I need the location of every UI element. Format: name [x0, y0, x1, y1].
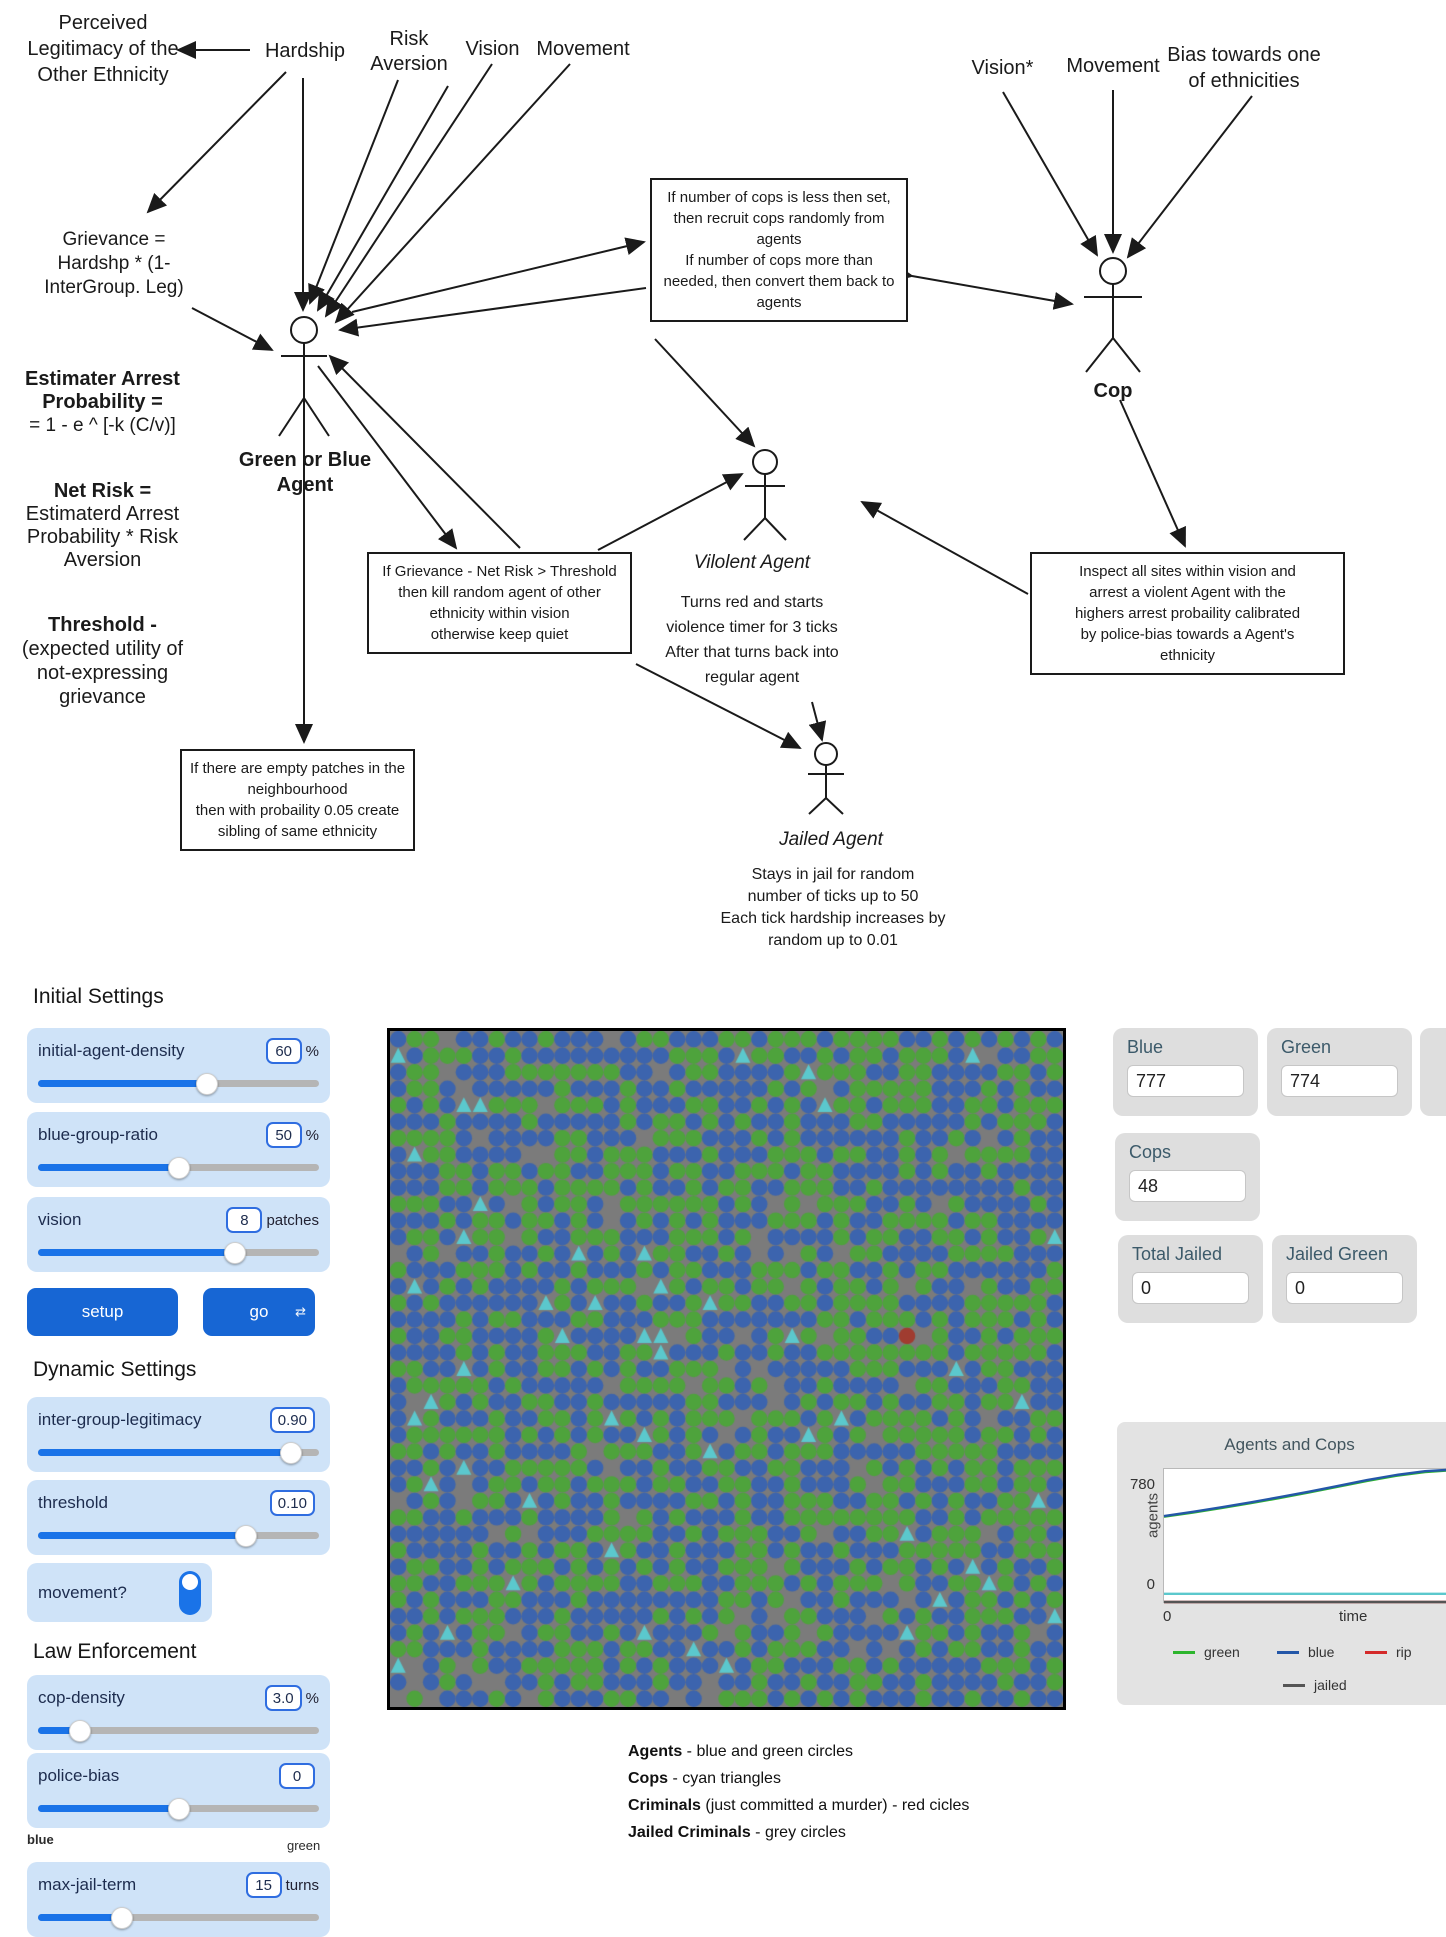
label-perceived-legitimacy — [8, 10, 198, 88]
text-line: agents — [756, 294, 802, 311]
slider-unit: % — [305, 1126, 319, 1144]
monitor-cops — [1115, 1133, 1260, 1221]
key-line-criminals — [628, 1792, 969, 1819]
legend-label: green — [1204, 1644, 1240, 1660]
police-bias-max-label: green — [287, 1838, 321, 1853]
text-line: needed, then convert them back to — [663, 273, 895, 290]
plot-lines — [1164, 1469, 1446, 1602]
text-line: then with probaility 0.05 create — [195, 802, 400, 819]
text-line: If number of cops more than — [685, 252, 873, 269]
slider-police-bias — [27, 1753, 330, 1828]
legend-item-jailed — [1283, 1677, 1347, 1693]
text-line: Aversion — [63, 549, 142, 571]
toggle-knob-icon — [182, 1574, 198, 1590]
slider-unit: % — [305, 1689, 319, 1707]
slider-fill — [38, 1080, 207, 1087]
jailed-agent-stick-figure — [808, 743, 844, 814]
slider-value-box[interactable]: 8 — [226, 1207, 262, 1233]
legend-label: blue — [1308, 1644, 1335, 1660]
note-arrest-probability — [10, 368, 195, 437]
slider-label: max-jail-term — [38, 1875, 137, 1894]
monitor-value: 48 — [1129, 1170, 1246, 1202]
key-desc: (just committed a murder) - red cicles — [700, 1797, 970, 1814]
slider-label: blue-group-ratio — [38, 1125, 159, 1144]
text-line: of ethnicities — [1188, 70, 1300, 92]
slider-track[interactable] — [38, 1727, 319, 1734]
text-line: by police-bias towards a Agent's — [1080, 626, 1295, 643]
plot-series-blue — [1164, 1470, 1446, 1517]
plot-title: Agents and Cops — [1224, 1435, 1355, 1454]
text-line: Legitimacy of the — [27, 38, 179, 60]
cop-stick-figure — [1084, 258, 1142, 372]
key-line-jailed — [628, 1819, 969, 1846]
y-axis-tick-max: 780 — [1129, 1476, 1155, 1493]
monitor-green — [1267, 1028, 1412, 1116]
legend-label: jailed — [1314, 1677, 1347, 1693]
slider-initial-agent-density — [27, 1028, 330, 1103]
text-line: arrest a violent Agent with the — [1089, 584, 1286, 601]
slider-track[interactable] — [38, 1449, 319, 1456]
text-line: sibling of same ethnicity — [217, 823, 378, 840]
x-axis-tick-zero: 0 — [1163, 1608, 1172, 1625]
heading-dynamic-settings: Dynamic Settings — [33, 1358, 197, 1381]
movement-toggle[interactable] — [179, 1571, 201, 1615]
legend-item-rip — [1365, 1644, 1412, 1660]
slider-value-box[interactable]: 60 — [266, 1038, 302, 1064]
note-threshold — [10, 613, 195, 709]
text-line: (expected utility of — [21, 638, 184, 660]
label-violent-agent: Vilolent Agent — [693, 552, 811, 573]
slider-fill — [38, 1164, 179, 1171]
note-violent-agent — [632, 590, 872, 690]
slider-unit: patches — [266, 1211, 319, 1229]
monitor-blue — [1113, 1028, 1258, 1116]
key-desc: - cyan triangles — [668, 1770, 781, 1787]
key-term: Cops — [628, 1770, 668, 1787]
text-line: highers arrest probaility calibrated — [1074, 605, 1301, 622]
text-line: Estimater Arrest — [25, 368, 180, 390]
key-line-agents — [628, 1738, 969, 1765]
label-vision-star: Vision* — [971, 57, 1034, 79]
y-axis-tick-min: 0 — [1146, 1576, 1155, 1593]
text-line: ethnicity within vision — [429, 605, 570, 622]
police-bias-min-label: blue — [27, 1832, 54, 1847]
text-line: not-expressing — [36, 662, 169, 684]
forever-icon: ⇄ — [295, 1304, 306, 1319]
text-line: ethnicity — [1159, 647, 1216, 664]
slider-unit: % — [305, 1042, 319, 1060]
key-desc: - grey circles — [750, 1824, 846, 1841]
green-line-swatch-icon — [1173, 1651, 1195, 1654]
text-line: Probability = — [42, 391, 163, 413]
label-bias — [1155, 42, 1333, 94]
text-line: Stays in jail for random — [751, 866, 915, 883]
slider-thumb[interactable] — [196, 1073, 218, 1095]
slider-inter-group-legitimacy — [27, 1397, 330, 1472]
label-movement-cop: Movement — [1066, 55, 1160, 77]
text-line: Probability * Risk — [26, 526, 179, 548]
monitor-total-jailed — [1118, 1235, 1263, 1323]
box-cop-recruitment-rule — [650, 178, 908, 322]
plot-agents-and-cops — [1117, 1422, 1446, 1705]
monitor-value: 0 — [1132, 1272, 1249, 1304]
label-vision: Vision — [465, 38, 520, 60]
box-grievance-rule — [367, 552, 632, 654]
label-jailed-agent: Jailed Agent — [779, 829, 883, 850]
text-line: neighbourhood — [247, 781, 348, 798]
slider-threshold — [27, 1480, 330, 1555]
text-line: Each tick hardship increases by — [720, 910, 946, 927]
text-line: agents — [756, 231, 802, 248]
movement-toggle-widget — [27, 1563, 212, 1622]
text-line: then kill random agent of other — [398, 584, 601, 601]
slider-label: initial-agent-density — [38, 1041, 185, 1060]
label-cop: Cop — [1093, 380, 1133, 402]
text-line: Risk — [389, 28, 429, 50]
label-green-blue-agent — [215, 448, 395, 498]
slider-cop-density — [27, 1675, 330, 1750]
go-button[interactable] — [203, 1288, 315, 1336]
monitor-clipped — [1420, 1028, 1446, 1116]
slider-track[interactable] — [38, 1164, 319, 1171]
monitor-value: 0 — [1286, 1272, 1403, 1304]
text-line: Net Risk = — [53, 480, 152, 502]
go-button-label: go — [249, 1302, 269, 1321]
slider-vision — [27, 1197, 330, 1272]
plot-area — [1163, 1468, 1446, 1603]
slider-thumb[interactable] — [168, 1798, 190, 1820]
text-line: Threshold - — [48, 614, 157, 636]
monitor-value: 774 — [1281, 1065, 1398, 1097]
key-line-cops — [628, 1765, 969, 1792]
slider-label: cop-density — [38, 1688, 125, 1707]
legend-label: rip — [1396, 1644, 1412, 1660]
text-line: Agent — [276, 474, 334, 496]
setup-button[interactable]: setup — [27, 1288, 178, 1336]
slider-thumb[interactable] — [235, 1525, 257, 1547]
text-line: Estimaterd Arrest — [25, 503, 180, 525]
slider-track[interactable] — [38, 1249, 319, 1256]
legend-item-blue — [1277, 1644, 1334, 1660]
slider-blue-group-ratio — [27, 1112, 330, 1187]
slider-label: police-bias — [38, 1766, 120, 1785]
monitor-label: Green — [1281, 1037, 1332, 1057]
text-line: Perceived — [58, 12, 148, 34]
legend-item-green — [1173, 1644, 1240, 1660]
text-line: Inspect all sites within vision and — [1079, 563, 1296, 580]
y-axis-label: agents — [1144, 1492, 1162, 1539]
slider-thumb[interactable] — [111, 1907, 133, 1929]
slider-value-box[interactable]: 3.0 — [265, 1685, 302, 1711]
monitor-value: 777 — [1127, 1065, 1244, 1097]
text-line: Other Ethnicity — [37, 64, 169, 86]
violent-agent-stick-figure — [744, 450, 786, 540]
text-line: grievance — [59, 686, 146, 708]
slider-label: threshold — [38, 1493, 108, 1512]
text-line: violence timer for 3 ticks — [666, 619, 838, 636]
monitor-label: Cops — [1129, 1142, 1172, 1162]
box-sibling-rule — [180, 749, 415, 851]
text-line: regular agent — [704, 669, 800, 686]
note-jailed-agent — [693, 864, 973, 952]
text-line: random up to 0.01 — [768, 932, 898, 949]
slider-fill — [38, 1914, 122, 1921]
key-term: Jailed Criminals — [628, 1824, 751, 1841]
slider-value-box[interactable]: 0.90 — [270, 1407, 315, 1433]
heading-law-enforcement: Law Enforcement — [33, 1640, 197, 1663]
text-line: Turns red and starts — [680, 594, 824, 611]
slider-value-box[interactable]: 15 — [246, 1872, 282, 1898]
slider-value-box[interactable]: 50 — [266, 1122, 302, 1148]
text-line: = 1 - e ^ [-k (C/v)] — [29, 415, 176, 436]
box-inspect-rule — [1030, 552, 1345, 675]
label-risk-aversion — [363, 27, 455, 77]
monitor-jailed-green — [1272, 1235, 1417, 1323]
text-line: then recruit cops randomly from — [673, 210, 885, 227]
slider-fill — [38, 1805, 179, 1812]
slider-track[interactable] — [38, 1080, 319, 1087]
slider-thumb[interactable] — [69, 1720, 91, 1742]
slider-thumb[interactable] — [168, 1157, 190, 1179]
text-line: Aversion — [370, 53, 448, 75]
text-line: If number of cops is less then set, — [667, 189, 891, 206]
red-line-swatch-icon — [1365, 1651, 1387, 1654]
slider-max-jail-term — [27, 1862, 330, 1937]
note-grievance-formula — [28, 228, 200, 300]
slider-track[interactable] — [38, 1914, 319, 1921]
text-line: number of ticks up to 50 — [747, 888, 919, 905]
text-line: If Grievance - Net Risk > Threshold — [382, 563, 617, 580]
key-term: Criminals — [628, 1797, 701, 1814]
x-axis-label: time — [1339, 1608, 1368, 1625]
monitor-label: Blue — [1127, 1037, 1164, 1057]
slider-thumb[interactable] — [280, 1442, 302, 1464]
text-line: InterGroup. Leg) — [44, 277, 184, 298]
slider-unit: turns — [285, 1876, 319, 1894]
slider-thumb[interactable] — [224, 1242, 246, 1264]
text-line: Bias towards one — [1167, 44, 1321, 66]
label-movement: Movement — [536, 38, 630, 60]
slider-label: vision — [38, 1210, 82, 1229]
world-view — [387, 1028, 1066, 1710]
text-line: Green or Blue — [238, 449, 372, 471]
slider-value-box[interactable]: 0 — [279, 1763, 315, 1789]
slider-label: inter-group-legitimacy — [38, 1410, 202, 1429]
world-key — [628, 1738, 969, 1846]
text-line: Grievance = — [62, 229, 166, 250]
slider-fill — [38, 1532, 246, 1539]
label-hardship: Hardship — [264, 40, 346, 62]
slider-value-box[interactable]: 0.10 — [270, 1490, 315, 1516]
slider-track[interactable] — [38, 1532, 319, 1539]
agent-stick-figure — [279, 317, 329, 742]
monitor-label: Jailed Green — [1286, 1244, 1389, 1264]
key-term: Agents — [628, 1743, 683, 1760]
slider-fill — [38, 1449, 291, 1456]
note-net-risk — [10, 480, 195, 572]
key-desc: - blue and green circles — [682, 1743, 853, 1760]
slider-fill — [38, 1249, 235, 1256]
text-line: If there are empty patches in the — [189, 760, 406, 777]
slider-track[interactable] — [38, 1805, 319, 1812]
text-line: After that turns back into — [665, 644, 839, 661]
heading-initial-settings: Initial Settings — [33, 985, 164, 1008]
text-line: Hardshp * (1- — [57, 253, 171, 274]
toggle-label: movement? — [38, 1582, 127, 1602]
monitor-label: Total Jailed — [1132, 1244, 1223, 1264]
gray-line-swatch-icon — [1283, 1684, 1305, 1687]
text-line: otherwise keep quiet — [430, 626, 569, 643]
blue-line-swatch-icon — [1277, 1651, 1299, 1654]
